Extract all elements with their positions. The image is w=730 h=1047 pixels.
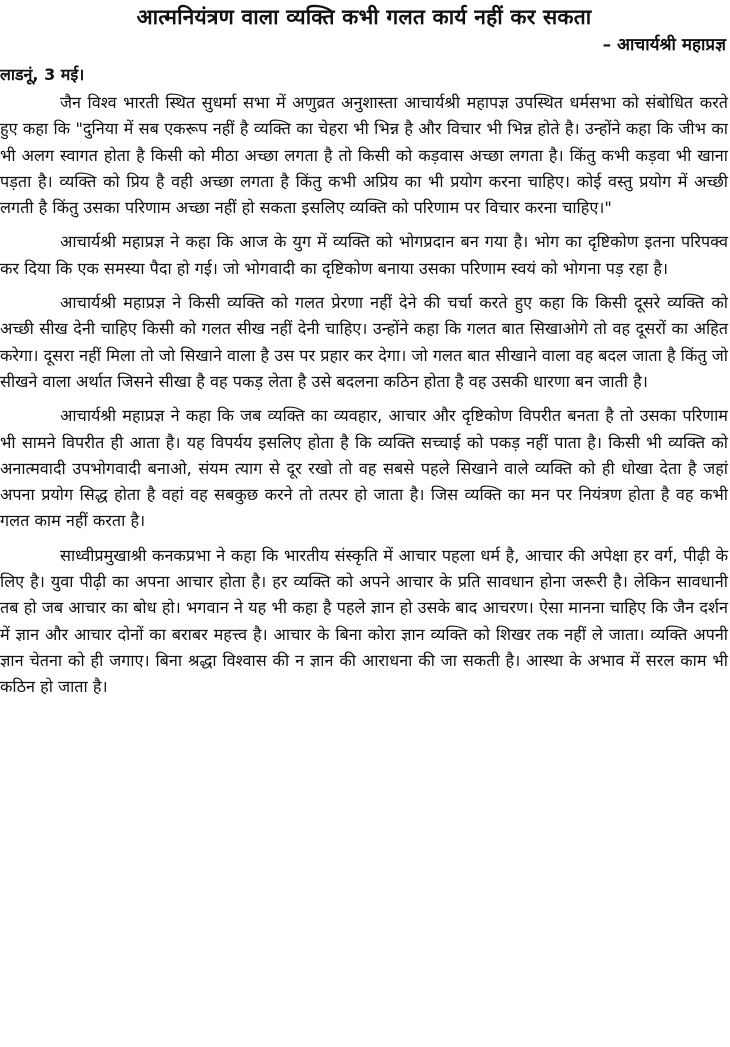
article-paragraph: आचार्यश्री महाप्रज्ञ ने कहा कि जब व्यक्ति का व्यवहार, आचार और दृष्टिकोण विपरीत बनता है तो उसका परिणाम भी सामने विपरीत ही आता है। यह विपर्यय इसलिए होता है कि व्यक्ति सच्चाई को पकड़ नहीं पाता है। किसी भी व्यक्ति को अनात्मवादी उपभोगवादी बनाओ, संयम त्याग से दूर रखो तो वह सबसे पहले सिखाने वाले व्यक्ति को ही धोखा देता है जहां अपना प्रयोग सिद्ध होता है वहां वह सबकुछ करने तो तत्पर हो जाता है। जिस व्यक्ति का मन पर नियंत्रण होता है वह कभी गलत काम नहीं करता है। — [0, 406, 728, 531]
article-paragraph: आचार्यश्री महाप्रज्ञ ने कहा कि आज के युग में व्यक्ति को भोगप्रदान बन गया है। भोग का दृष्टिकोण इतना परिपक्व कर दिया कि एक समस्या पैदा हो गई। जो भोगवादी का दृष्टिकोण बनाया उसका परिणाम स्वयं को भोगना पड़ रहा है। — [0, 232, 728, 278]
article-dateline: लाडनूं, 3 मई। — [0, 65, 85, 84]
article-byline: – आचार्यश्री महाप्रज्ञ — [602, 35, 726, 55]
article-headline: आत्मनियंत्रण वाला व्यक्ति कभी गलत कार्य नहीं कर सकता — [136, 5, 592, 29]
article-paragraph: जैन विश्व भारती स्थित सुधर्मा सभा में अणुव्रत अनुशास्ता आचार्यश्री महापज्ञ उपस्थित धर्मसभा को संबोधित करते हुए कहा कि "दुनिया में सब एकरूप नहीं है व्यक्ति का चेहरा भी भिन्न है और विचार भी भिन्न होते है। उन्होंने कहा कि जीभ का भी अलग स्वागत होता है किसी को मीठा अच्छा लगता है तो किसी को कड़वास अच्छा लगता है। किंतु कभी कड़वा भी खाना पड़ता है। व्यक्ति को प्रिय है वही अच्छा लगता है किंतु कभी अप्रिय का भी प्रयोग करना चाहिए। कोई वस्तु प्रयोग में अच्छी लगती है किंतु उसका परिणाम अच्छा नहीं हो सकता इसलिए व्यक्ति को परिणाम पर विचार करना चाहिए।" — [0, 93, 728, 218]
article-paragraph: आचार्यश्री महाप्रज्ञ ने किसी व्यक्ति को गलत प्रेरणा नहीं देने की चर्चा करते हुए कहा कि किसी दूसरे व्यक्ति को अच्छी सीख देनी चाहिए किसी को गलत सीख नहीं देनी चाहिए। उन्होंने कहा कि गलत बात सिखाओगे तो वह दूसरों का अहित करेगा। दूसरा नहीं मिला तो जो सिखाने वाला है उस पर प्रहार कर देगा। जो गलत बात सीखाने वाला वह बदल जाता है किंतु जो सीखने वाला अर्थात जिसने सीखा है वह पकड़ लेता है उसे बदलना कठिन होता है वह उसकी धारणा बन जाती है। — [0, 293, 728, 391]
article-paragraph: साध्वीप्रमुखाश्री कनकप्रभा ने कहा कि भारतीय संस्कृति में आचार पहला धर्म है, आचार की अपेक्षा हर वर्ग, पीढ़ी के लिए है। युवा पीढ़ी का अपना आचार होता है। हर व्यक्ति को अपने आचार के प्रति सावधान होना जरूरी है। लेकिन सावधानी तब हो जब आचार का बोध हो। भगवान ने यह भी कहा है पहले ज्ञान हो उसके बाद आचरण। ऐसा मानना चाहिए कि जैन दर्शन में ज्ञान और आचार दोनों का बराबर महत्त्व है। आचार के बिना कोरा ज्ञान व्यक्ति को शिखर तक नहीं ले जाता। व्यक्ति अपनी ज्ञान चेतना को ही जगाए। बिना श्रद्धा विश्वास की न ज्ञान की आराधना की जा सकती है। आस्था के अभाव में सरल काम भी कठिन हो जाता है। — [0, 545, 728, 697]
